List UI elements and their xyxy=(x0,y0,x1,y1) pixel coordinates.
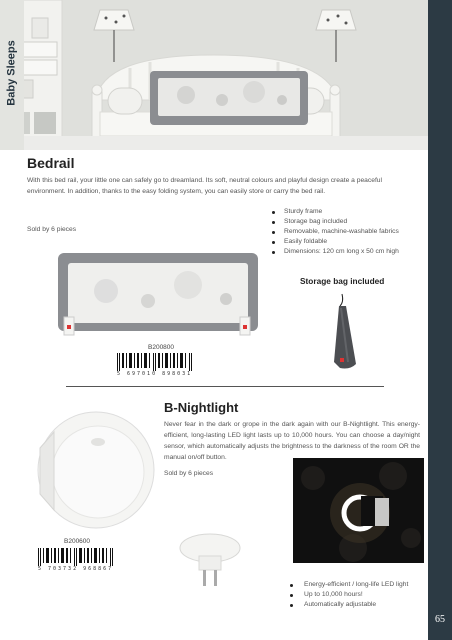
page-number: 65 xyxy=(435,614,445,625)
storage-bag-image xyxy=(330,292,364,372)
bedrail-sold-by: Sold by 6 pieces xyxy=(27,226,77,233)
hero-photo-bed xyxy=(0,0,428,150)
feature-item: Up to 10,000 hours! xyxy=(290,590,408,600)
sidebar-tab xyxy=(0,0,24,150)
nightlight-product-image xyxy=(30,392,158,532)
nightlight-side-image xyxy=(177,530,243,590)
section-label-text: Baby Sleeps xyxy=(6,40,19,106)
nightlight-barcode-number: 5 703732 968867 xyxy=(38,566,114,572)
bedrail-product-image xyxy=(58,253,272,345)
bedrail-barcode xyxy=(117,353,197,371)
feature-item: Dimensions: 120 cm long x 50 cm high xyxy=(272,247,399,257)
feature-item: Sturdy frame xyxy=(272,207,399,217)
sidebar-band xyxy=(428,0,452,640)
nightlight-sold-by: Sold by 6 pieces xyxy=(164,470,214,477)
nightlight-title: B-Nightlight xyxy=(164,400,239,415)
bedroom-illustration xyxy=(0,0,428,150)
storage-bag-title: Storage bag included xyxy=(300,276,385,286)
nightlight-product-code: B200600 xyxy=(64,538,91,545)
nightlight-feature-list xyxy=(290,580,408,610)
bedrail-feature-list xyxy=(272,207,399,257)
nightlight-in-dark-photo xyxy=(293,458,424,563)
section-divider xyxy=(66,386,384,387)
feature-item: Energy-efficient / long-life LED light xyxy=(290,580,408,590)
nightlight-barcode xyxy=(38,548,118,566)
nightlight-description: Never fear in the dark or grope in the dark again with our B-Nightlight. This energy-efficient, long-lasting LED light lasts up to 10,000 hours. You can choose a day/night sensor, which automatically adjusts the brightness to the darkness of the room OR the manual on/off button. xyxy=(164,421,420,461)
section-label xyxy=(0,28,24,118)
feature-item: Automatically adjustable xyxy=(290,600,408,610)
feature-item: Easily foldable xyxy=(272,237,399,247)
bedrail-product-code: B200800 xyxy=(148,344,175,351)
bedrail-barcode-number: 5 697010 898031 xyxy=(117,371,193,377)
feature-item: Removable, machine-washable fabrics xyxy=(272,227,399,237)
bedrail-title: Bedrail xyxy=(27,155,75,171)
bedrail-description: With this bed rail, your little one can safely go to dreamland. Its soft, neutral colours and playful design create a peaceful environment. In addition, thanks to the easy folding system, you can easily store or carry the bed rail. xyxy=(27,177,383,195)
feature-item: Storage bag included xyxy=(272,217,399,227)
